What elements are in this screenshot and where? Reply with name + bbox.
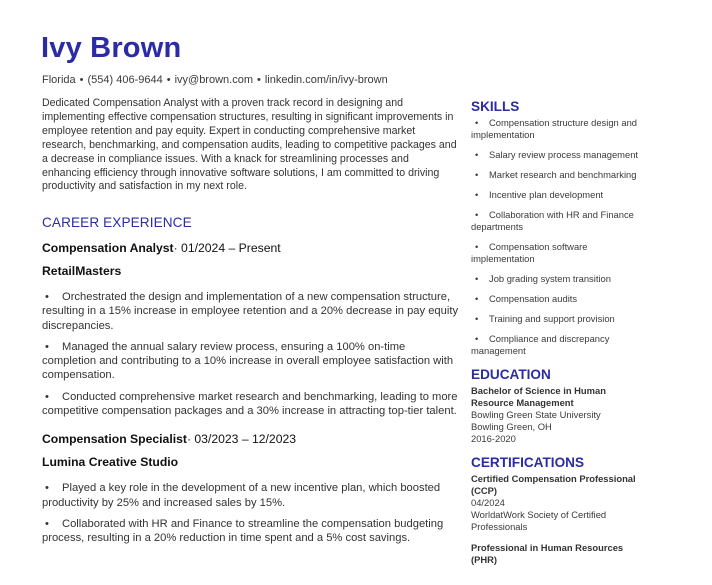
certification-issuer: WorldatWork Society of Certified Professionals bbox=[471, 509, 607, 532]
skill-item: • Training and support provision bbox=[471, 313, 651, 325]
bullet-icon: • bbox=[475, 313, 479, 324]
bullet-icon: • bbox=[45, 390, 49, 403]
candidate-name: Ivy Brown bbox=[41, 32, 182, 64]
job-bullet: • Orchestrated the design and implementation of a new compensation structure, resulting in a 15% increase in employee retention and a 20% decrease in pay equity discrepancies. bbox=[42, 291, 459, 332]
experience-section bbox=[42, 215, 460, 553]
skill-item: • Compensation audits bbox=[471, 293, 651, 305]
certification-name: Professional in Human Resources (PHR) bbox=[471, 542, 624, 565]
certification-date: 04/2024 bbox=[471, 497, 505, 508]
bullet-icon: • bbox=[475, 293, 479, 304]
job-bullets bbox=[42, 290, 460, 418]
bullet-icon: • bbox=[475, 273, 479, 284]
bullet-icon: • bbox=[45, 482, 49, 495]
bullet-icon: • bbox=[45, 517, 49, 530]
bullet-icon: • bbox=[475, 241, 479, 252]
job-entry bbox=[42, 241, 460, 418]
job-title-line bbox=[42, 241, 460, 255]
bullet-icon: • bbox=[475, 209, 479, 220]
certifications-section bbox=[471, 455, 651, 566]
skill-item: • Compliance and discrepancy management bbox=[471, 333, 610, 356]
separator-dot: • bbox=[166, 74, 171, 86]
section-title-skills: SKILLS bbox=[471, 99, 520, 114]
job-company: RetailMasters bbox=[42, 264, 122, 278]
section-title-education: EDUCATION bbox=[471, 367, 551, 382]
professional-summary: Dedicated Compensation Analyst with a proven track record in designing and implementing effective compensation structures, resulting in significant improvements in employee retention and pay equity. Expert in conducting comprehensive market research, benchmarking, and compensation audits, leading to competitive packages and a decrease in compliance issues. With a knack for streamlining processes and enhancing efficiency through innovative software solutions, I am committed to driving productivity and satisfaction in my next role. bbox=[42, 97, 457, 193]
skill-item: • Job grading system transition bbox=[471, 273, 651, 285]
bullet-icon: • bbox=[475, 333, 479, 344]
skill-item: • Compensation structure design and implementation bbox=[471, 117, 638, 140]
bullet-icon: • bbox=[475, 117, 479, 128]
job-dates: · 03/2023 – 12/2023 bbox=[186, 432, 297, 447]
education-entry bbox=[471, 385, 651, 445]
job-bullet: • Played a key role in the development of a new incentive plan, which boosted productivity by 25% and increased sales by 15%. bbox=[42, 482, 441, 509]
skill-item: • Market research and benchmarking bbox=[471, 169, 651, 181]
skill-item: • Incentive plan development bbox=[471, 189, 651, 201]
contact-email[interactable]: ivy@brown.com bbox=[174, 74, 253, 86]
job-company: Lumina Creative Studio bbox=[42, 455, 179, 470]
education-location: Bowling Green, OH bbox=[471, 421, 552, 432]
contact-phone: (554) 406-9644 bbox=[87, 74, 163, 86]
bullet-icon: • bbox=[45, 291, 49, 303]
certification-entry bbox=[471, 473, 651, 533]
sidebar bbox=[471, 99, 651, 566]
skill-item: • Collaboration with HR and Finance departments bbox=[471, 209, 634, 232]
certification-entry bbox=[471, 542, 651, 566]
education-section bbox=[471, 367, 651, 445]
certification-name: Certified Compensation Professional (CCP) bbox=[471, 473, 636, 496]
job-bullet: • Collaborated with HR and Finance to streamline the compensation budgeting process, resulting in a 20% reduction in time spent and a 5% cost savings. bbox=[42, 517, 444, 545]
contact-location: Florida bbox=[42, 74, 76, 86]
job-dates: · 01/2024 – Present bbox=[173, 241, 281, 255]
contact-line bbox=[42, 74, 388, 86]
education-degree: Bachelor of Science in Human Resource Management bbox=[471, 385, 606, 408]
job-role: Compensation Specialist bbox=[42, 432, 187, 447]
skill-item: • Salary review process management bbox=[471, 149, 651, 161]
bullet-icon: • bbox=[45, 340, 49, 353]
bullet-icon: • bbox=[475, 149, 479, 160]
bullet-icon: • bbox=[475, 169, 479, 180]
job-title-line bbox=[42, 432, 460, 446]
education-school: Bowling Green State University bbox=[471, 409, 601, 420]
section-title-experience: CAREER EXPERIENCE bbox=[42, 215, 192, 230]
bullet-icon: • bbox=[475, 189, 479, 200]
separator-dot: • bbox=[79, 74, 84, 86]
job-bullets bbox=[42, 481, 460, 545]
job-bullet: • Conducted comprehensive market research and benchmarking, leading to more competitive compensation packages and a 30% increase in attracting top-tier talent. bbox=[42, 390, 458, 418]
job-bullet: • Managed the annual salary review process, ensuring a 100% on-time completion and contributing to a 10% increase in overall employee satisfaction with compensation. bbox=[42, 340, 454, 382]
education-years: 2016-2020 bbox=[471, 433, 516, 444]
skills-list bbox=[471, 117, 651, 357]
skill-item: • Compensation software implementation bbox=[471, 241, 588, 264]
section-title-certifications: CERTIFICATIONS bbox=[471, 455, 585, 470]
job-role: Compensation Analyst bbox=[42, 241, 174, 255]
job-entry bbox=[42, 432, 460, 545]
separator-dot: • bbox=[257, 74, 261, 86]
contact-linkedin[interactable]: linkedin.com/in/ivy-brown bbox=[264, 74, 388, 86]
